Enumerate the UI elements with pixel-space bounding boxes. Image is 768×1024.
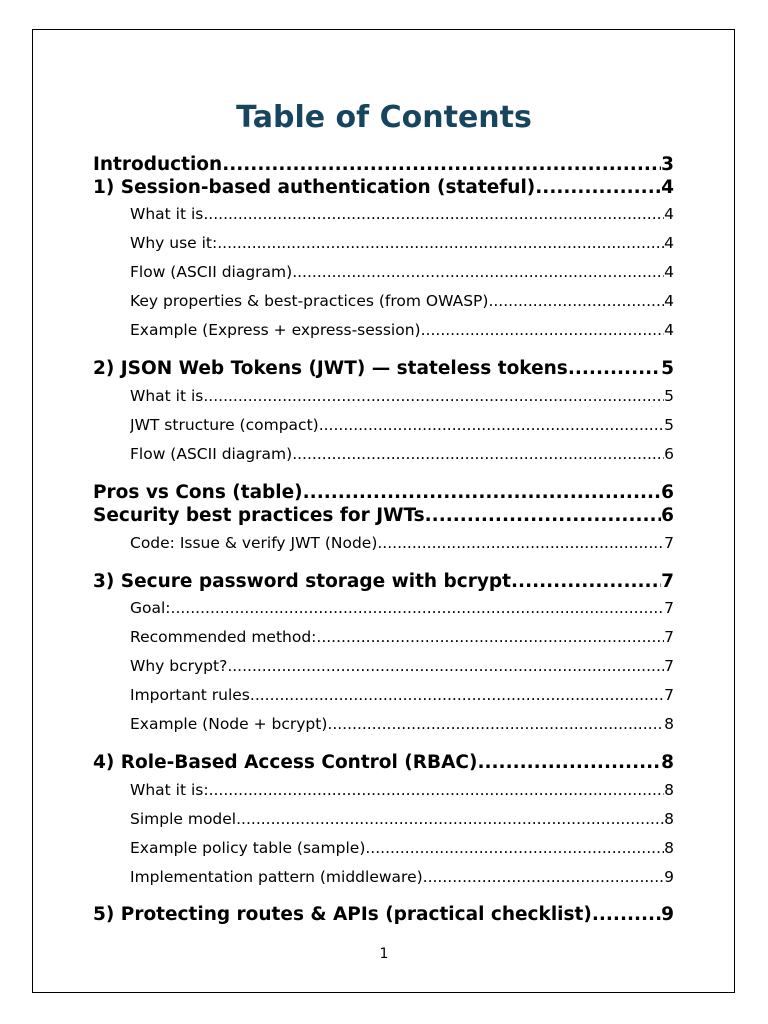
toc-leader-dots [316,626,664,648]
toc-subsection-entry[interactable] [130,203,674,225]
toc-section-entry[interactable] [93,903,674,927]
toc-entry-page: 5 [661,358,674,379]
toc-entry-label: Simple model [130,810,237,828]
toc-subsection-entry[interactable] [130,290,674,312]
toc-leader-dots [365,837,664,859]
toc-entry-page: 4 [661,177,674,198]
toc-entry-page: 7 [664,599,674,617]
toc-entry-label: Flow (ASCII diagram) [130,263,293,281]
toc-leader-dots [203,203,664,225]
toc-leader-dots [327,713,664,735]
toc-section-entry[interactable] [93,153,674,177]
page-title: Table of Contents [236,100,532,135]
toc-entry-label: 4) Role-Based Access Control (RBAC) [93,752,478,773]
toc-leader-dots [421,319,665,341]
toc-entry-page: 5 [664,387,674,405]
toc-subsection-entry[interactable] [130,597,674,619]
toc-leader-dots [222,153,661,177]
toc-entry-page: 6 [661,482,674,503]
toc-leader-dots [203,385,664,407]
toc-entry-label: Key properties & best-practices (from OWASP) [130,292,489,310]
toc-leader-dots [592,903,661,927]
toc-entry-label: Pros vs Cons (table) [93,482,303,503]
toc-entry-page: 8 [664,781,674,799]
toc-leader-dots [377,532,664,554]
toc-leader-dots [303,481,661,505]
toc-entry-page: 8 [661,752,674,773]
toc-leader-dots [425,504,661,528]
toc-entry-page: 8 [664,839,674,857]
toc-entry-page: 4 [664,321,674,339]
toc-entry-label: Implementation pattern (middleware) [130,868,423,886]
toc-subsection-entry[interactable] [130,261,674,283]
toc-section-entry[interactable] [93,176,674,200]
toc-entry-label: What it is: [130,781,209,799]
toc-subsection-entry[interactable] [130,808,674,830]
toc-leader-dots [535,176,661,200]
toc-leader-dots [319,414,664,436]
toc-section-entry[interactable] [93,751,674,775]
toc-entry-page: 9 [661,904,674,925]
toc-entry-label: Introduction [93,154,223,175]
toc-entry-page: 4 [664,292,674,310]
toc-entry-page: 7 [664,628,674,646]
toc-subsection-entry[interactable] [130,684,674,706]
toc-entry-label: 1) Session-based authentication (stateful) [93,177,536,198]
toc-leader-dots [423,866,664,888]
toc-subsection-entry[interactable] [130,779,674,801]
toc-subsection-entry[interactable] [130,866,674,888]
toc-leader-dots [236,808,664,830]
toc-section-entry[interactable] [93,481,674,505]
toc-entry-page: 7 [664,657,674,675]
toc-entry-page: 6 [661,505,674,526]
toc-subsection-entry[interactable] [130,385,674,407]
toc-subsection-entry[interactable] [130,655,674,677]
toc-subsection-entry[interactable] [130,626,674,648]
toc-leader-dots [292,443,664,465]
toc-entry-label: Example (Node + bcrypt) [130,715,328,733]
toc-entry-label: Recommended method: [130,628,317,646]
toc-leader-dots [250,684,664,706]
toc-entry-page: 9 [664,868,674,886]
toc-subsection-entry[interactable] [130,319,674,341]
toc-subsection-entry[interactable] [130,414,674,436]
toc-leader-dots [511,570,661,594]
toc-subsection-entry[interactable] [130,443,674,465]
toc-entry-page: 7 [664,534,674,552]
toc-entry-page: 8 [664,810,674,828]
toc-leader-dots [488,290,664,312]
toc-entry-page: 8 [664,715,674,733]
toc-entry-label: What it is [130,387,204,405]
toc-entry-label: What it is [130,205,204,223]
toc-entry-label: JWT structure (compact) [130,416,319,434]
toc-entry-label: Why use it: [130,234,218,252]
toc-entry-page: 4 [664,205,674,223]
toc-subsection-entry[interactable] [130,713,674,735]
toc-section-entry[interactable] [93,570,674,594]
toc-entry-page: 7 [661,571,674,592]
toc-entry-page: 7 [664,686,674,704]
toc-entry-label: Security best practices for JWTs [93,505,425,526]
toc-leader-dots [217,232,664,254]
toc-entry-page: 4 [664,263,674,281]
toc-entry-label: Flow (ASCII diagram) [130,445,293,463]
toc-leader-dots [171,597,665,619]
toc-entry-label: Important rules [130,686,250,704]
toc-entry-page: 4 [664,234,674,252]
toc-leader-dots [227,655,664,677]
page-number: 1 [379,946,389,962]
toc-leader-dots [209,779,665,801]
toc-subsection-entry[interactable] [130,837,674,859]
toc-entry-page: 3 [661,154,674,175]
toc-entry-label: Goal: [130,599,171,617]
toc-subsection-entry[interactable] [130,532,674,554]
toc-entry-label: Why bcrypt? [130,657,228,675]
toc-leader-dots [568,357,661,381]
toc-entry-label: Code: Issue & verify JWT (Node) [130,534,378,552]
toc-section-entry[interactable] [93,357,674,381]
toc-entry-label: 3) Secure password storage with bcrypt [93,571,512,592]
toc-entry-label: 5) Protecting routes & APIs (practical checklist) [93,904,592,925]
toc-leader-dots [477,751,661,775]
toc-entry-label: Example (Express + express-session) [130,321,421,339]
toc-section-entry[interactable] [93,504,674,528]
toc-subsection-entry[interactable] [130,232,674,254]
toc-entry-page: 6 [664,445,674,463]
toc-entry-label: Example policy table (sample) [130,839,366,857]
toc-leader-dots [292,261,664,283]
toc-entry-label: 2) JSON Web Tokens (JWT) — stateless tokens [93,358,568,379]
toc-entry-page: 5 [664,416,674,434]
